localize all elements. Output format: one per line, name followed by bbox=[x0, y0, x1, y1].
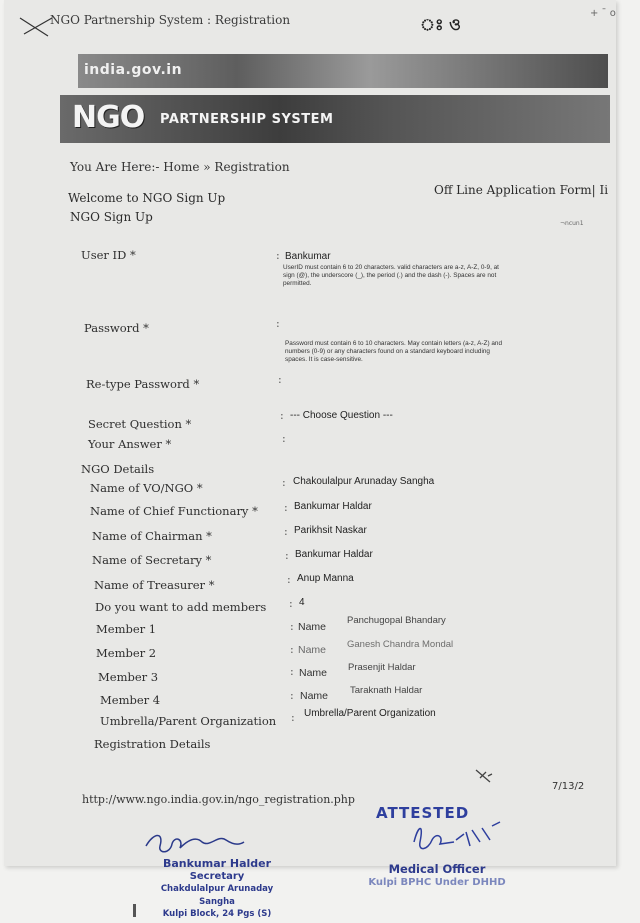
chief-functionary-label: Name of Chief Functionary * bbox=[90, 504, 258, 518]
member-name-label: Name bbox=[300, 690, 329, 702]
handwritten-signature-date bbox=[410, 812, 510, 860]
user-id-input[interactable]: Bankumar bbox=[285, 251, 331, 262]
secretary-stamp: Bankumar Halder Secretary Chakdulalpur Arunaday Sangha Kulpi Block, 24 Pgs (S) bbox=[160, 857, 274, 919]
page-header-title: NGO Partnership System : Registration bbox=[50, 13, 291, 27]
member-label: Member 3 bbox=[98, 670, 159, 684]
handwritten-signature bbox=[140, 826, 250, 860]
secret-question-label: Secret Question * bbox=[88, 417, 192, 431]
print-date: 7/13/2 bbox=[552, 781, 585, 792]
ngo-details-heading: NGO Details bbox=[81, 462, 155, 476]
member-label: Member 2 bbox=[96, 646, 157, 660]
corner-pen-mark bbox=[18, 14, 54, 38]
password-input[interactable] bbox=[285, 318, 405, 330]
medical-officer-stamp: Medical Officer Kulpi BPHC Under DHHD bbox=[368, 862, 506, 888]
vo-ngo-input[interactable]: Chakoulalpur Arunaday Sangha bbox=[293, 476, 435, 487]
user-id-label: User ID * bbox=[81, 248, 136, 262]
member-name-label: Name bbox=[299, 667, 328, 679]
member-name-input[interactable]: Panchugopal Bhandary bbox=[347, 615, 446, 626]
secretary-label: Name of Secretary * bbox=[92, 553, 212, 567]
member-name-label: Name bbox=[298, 644, 327, 656]
your-answer-input[interactable] bbox=[292, 433, 412, 445]
retype-password-input[interactable] bbox=[287, 374, 407, 386]
chief-functionary-input[interactable]: Bankumar Haldar bbox=[294, 501, 372, 512]
corner-mark-text: + ¯ o bbox=[590, 8, 616, 19]
handwritten-mark: ঃ ও bbox=[420, 15, 461, 34]
member-name-label: Name bbox=[298, 621, 327, 633]
welcome-text: Welcome to NGO Sign Up bbox=[68, 191, 226, 205]
umbrella-select[interactable]: Umbrella/Parent Organization bbox=[304, 708, 436, 719]
pen-mark-icon bbox=[474, 768, 494, 784]
add-members-select[interactable]: 4 bbox=[299, 597, 305, 608]
add-members-label: Do you want to add members bbox=[95, 600, 267, 614]
member-label: Member 4 bbox=[100, 693, 161, 707]
secretary-input[interactable]: Bankumar Haldar bbox=[295, 549, 373, 560]
password-label: Password * bbox=[84, 321, 149, 335]
user-id-hint: UserID must contain 6 to 20 characters. valid characters are a-z, A-Z, 0-9, at sign (@), the underscore (_), the period (.) and the dash (-). Spaces are not permitted. bbox=[283, 264, 499, 287]
your-answer-label: Your Answer * bbox=[88, 437, 172, 451]
chairman-label: Name of Chairman * bbox=[92, 529, 212, 543]
secret-question-select[interactable]: --- Choose Question --- bbox=[290, 410, 393, 421]
retype-password-label: Re-type Password * bbox=[86, 377, 200, 391]
partnership-system-text: PARTNERSHIP SYSTEM bbox=[160, 112, 334, 127]
ngo-logo-text: NGO bbox=[72, 100, 145, 135]
offline-form-link[interactable]: Off Line Application Form| Ii bbox=[434, 183, 609, 197]
password-hint: Password must contain 6 to 10 characters. May contain letters (a-z, A-Z) and numbers (0-9) or any characters found on a standard keyboard including spaces. It is case-sensitive. bbox=[285, 340, 503, 363]
attested-stamp: ATTESTED bbox=[376, 804, 470, 822]
member-label: Member 1 bbox=[96, 622, 157, 636]
treasurer-label: Name of Treasurer * bbox=[94, 578, 215, 592]
member-name-input[interactable]: Prasenjit Haldar bbox=[348, 662, 416, 673]
member-name-input[interactable]: Ganesh Chandra Mondal bbox=[347, 639, 454, 650]
registration-details-heading: Registration Details bbox=[94, 737, 211, 751]
small-link[interactable]: ¬ncun1 bbox=[560, 220, 584, 227]
scan-mark bbox=[133, 904, 136, 917]
umbrella-label: Umbrella/Parent Organization bbox=[100, 714, 277, 728]
breadcrumb[interactable]: You Are Here:- Home » Registration bbox=[70, 160, 290, 174]
member-name-input[interactable]: Taraknath Haldar bbox=[350, 685, 423, 696]
chairman-input[interactable]: Parikhsit Naskar bbox=[294, 525, 367, 536]
page-url: http://www.ngo.india.gov.in/ngo_registration.php bbox=[82, 793, 355, 806]
india-gov-logo[interactable]: india.gov.in bbox=[84, 62, 183, 78]
vo-ngo-label: Name of VO/NGO * bbox=[90, 481, 203, 495]
treasurer-input[interactable]: Anup Manna bbox=[297, 573, 354, 584]
page-title: NGO Sign Up bbox=[70, 210, 153, 224]
